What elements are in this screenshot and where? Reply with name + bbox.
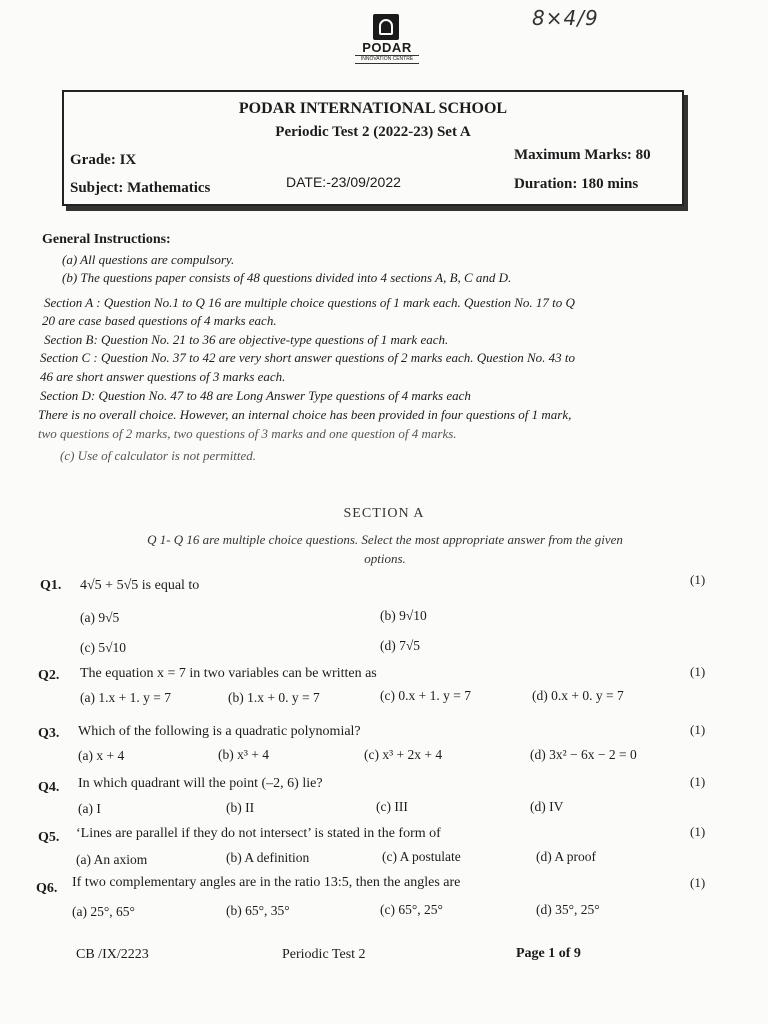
question-text: Which of the following is a quadratic polynomial? [78, 724, 361, 739]
footer-code: CB /IX/2223 [76, 947, 149, 962]
page-number: Page 1 of 9 [516, 946, 581, 961]
question-number: Q1. [40, 578, 62, 593]
question-marks: (1) [690, 722, 706, 737]
question-option: (d) IV [530, 799, 564, 814]
header-box [62, 90, 684, 206]
question-option: (a) 9√5 [80, 610, 120, 625]
question-option: (c) A postulate [382, 849, 461, 864]
section-description [90, 530, 680, 568]
question-option: (c) 65°, 25° [380, 902, 443, 917]
question-option: (d) 0.x + 0. y = 7 [532, 688, 624, 703]
instruction-line: Section A : Question No.1 to Q 16 are multiple choice questions of 1 mark each. Question No. 17 to Q [44, 295, 575, 310]
instruction-line: (c) Use of calculator is not permitted. [60, 448, 257, 463]
question-option: (c) 0.x + 1. y = 7 [380, 688, 471, 703]
question-option: (b) 9√10 [380, 608, 427, 623]
question-option: (d) 3x² − 6x − 2 = 0 [530, 747, 637, 762]
test-title: Periodic Test 2 (2022-23) Set A [275, 124, 471, 140]
duration: Duration: 180 mins [514, 176, 639, 192]
footer-test: Periodic Test 2 [282, 947, 366, 962]
question-option: (a) x + 4 [78, 748, 125, 763]
question-option: (c) 5√10 [80, 640, 127, 655]
question-number: Q5. [38, 830, 60, 845]
question-option: (a) 1.x + 1. y = 7 [80, 690, 171, 705]
question-marks: (1) [690, 664, 706, 679]
question-text: The equation x = 7 in two variables can be written as [80, 666, 377, 681]
question-option: (b) II [226, 800, 255, 815]
question-option: (b) x³ + 4 [218, 747, 270, 762]
question-number: Q3. [38, 726, 60, 741]
instruction-line: Section C : Question No. 37 to 42 are very short answer questions of 2 marks each. Question No. 43 to [40, 350, 576, 365]
instruction-line: 46 are short answer questions of 3 marks each. [40, 369, 286, 384]
section-title: SECTION A [343, 506, 425, 521]
podar-logo-icon [373, 14, 399, 40]
question-text: If two complementary angles are in the ratio 13:5, then the angles are [72, 875, 461, 890]
instruction-line: (b) The questions paper consists of 48 questions divided into 4 sections A, B, C and D. [62, 270, 512, 285]
instructions-title: General Instructions: [42, 232, 171, 247]
logo-subtitle: INNOVATION CENTRE [355, 55, 419, 64]
instruction-line: Section B: Question No. 21 to 36 are objective-type questions of 1 mark each. [44, 332, 449, 347]
instruction-line: Section D: Question No. 47 to 48 are Long Answer Type questions of 4 marks each [40, 388, 471, 403]
grade: Grade: IX [70, 152, 137, 168]
instruction-line: two questions of 2 marks, two questions of 3 marks and one question of 4 marks. [38, 426, 457, 441]
handwritten-note: 8×4/9 [532, 6, 599, 30]
question-number: Q4. [38, 780, 60, 795]
section-description-line: options. [364, 551, 406, 566]
question-number: Q6. [36, 881, 58, 896]
question-option: (a) An axiom [76, 852, 148, 867]
question-option: (d) A proof [536, 849, 596, 864]
question-marks: (1) [690, 774, 706, 789]
question-text: In which quadrant will the point (–2, 6) lie? [78, 776, 323, 791]
max-marks: Maximum Marks: 80 [514, 147, 651, 163]
question-option: (b) 1.x + 0. y = 7 [228, 690, 320, 705]
question-marks: (1) [690, 824, 706, 839]
question-text: 4√5 + 5√5 is equal to [80, 578, 200, 593]
question-option: (b) A definition [226, 850, 310, 865]
instruction-line: There is no overall choice. However, an internal choice has been provided in four questions of 1 mark, [38, 407, 572, 422]
instruction-line: 20 are case based questions of 4 marks each. [42, 313, 277, 328]
question-marks: (1) [690, 572, 706, 587]
question-option: (c) III [376, 799, 408, 814]
question-marks: (1) [690, 875, 706, 890]
question-option: (c) x³ + 2x + 4 [364, 747, 443, 762]
question-option: (a) I [78, 801, 101, 816]
question-option: (d) 7√5 [380, 638, 421, 653]
exam-date: DATE:-23/09/2022 [286, 174, 401, 190]
logo-name: PODAR [362, 40, 412, 55]
question-text: ‘Lines are parallel if they do not intersect’ is stated in the form of [76, 826, 441, 841]
section-description-line: Q 1- Q 16 are multiple choice questions. Select the most appropriate answer from the given [147, 532, 623, 547]
question-number: Q2. [38, 668, 60, 683]
school-name: PODAR INTERNATIONAL SCHOOL [238, 100, 508, 117]
question-option: (b) 65°, 35° [226, 903, 290, 918]
subject: Subject: Mathematics [70, 180, 211, 196]
question-option: (a) 25°, 65° [72, 904, 135, 919]
question-option: (d) 35°, 25° [536, 902, 600, 917]
instruction-line: (a) All questions are compulsory. [62, 252, 235, 267]
